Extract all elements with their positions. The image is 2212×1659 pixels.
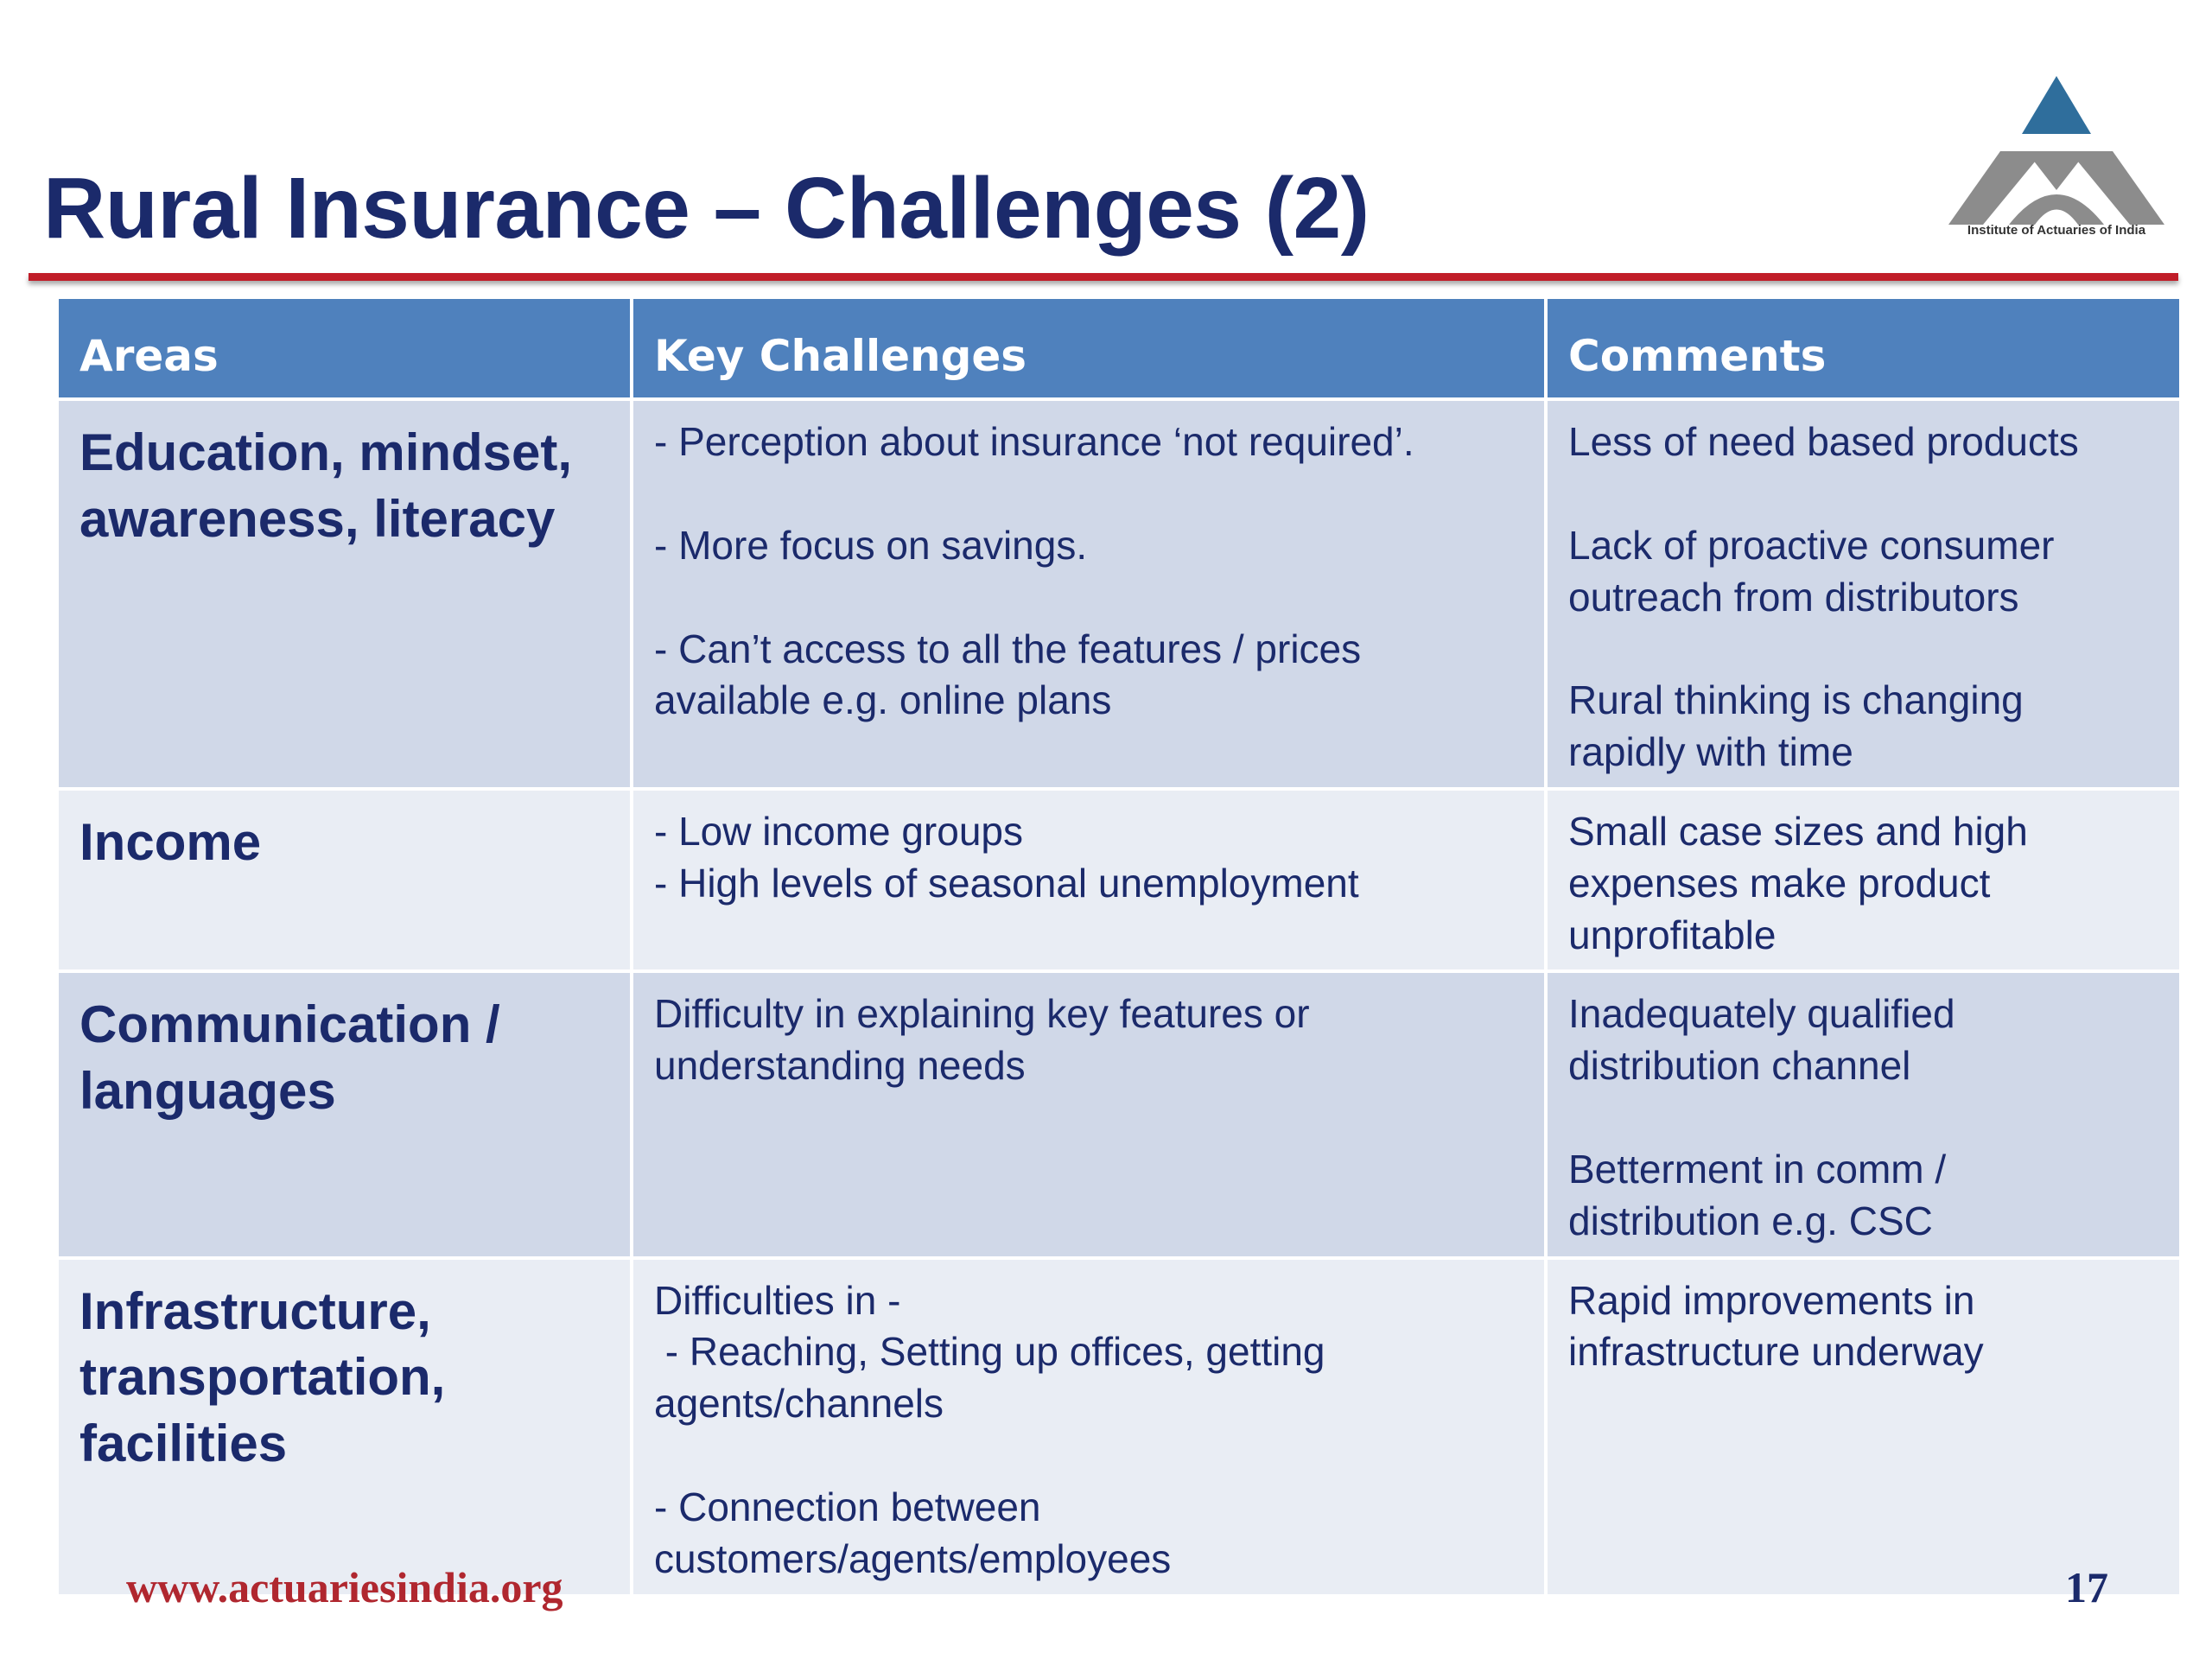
- comment-line: Less of need based products: [1568, 419, 2079, 464]
- comment-line: unprofitable: [1568, 912, 1777, 957]
- challenge-line: - Low income groups: [654, 808, 1023, 854]
- challenges-table: [55, 296, 2183, 1598]
- area-line: Income: [79, 812, 262, 871]
- page-number: 17: [2065, 1563, 2108, 1611]
- area-cell: [57, 1258, 632, 1596]
- challenge-line: - Can’t access to all the features / prices: [654, 626, 1362, 671]
- challenge-line: - More focus on savings.: [654, 522, 1088, 568]
- comment-line: distribution e.g. CSC: [1568, 1198, 1933, 1243]
- comment-line: expenses make product: [1568, 860, 1991, 906]
- comment-line: Rapid improvements in: [1568, 1277, 1975, 1323]
- comments-cell: [1546, 789, 2181, 971]
- challenge-line: Difficulty in explaining key features or: [654, 991, 1310, 1037]
- comments-cell: [1546, 399, 2181, 789]
- challenge-line: available e.g. online plans: [654, 677, 1112, 723]
- table-header-row: [57, 297, 2181, 399]
- table-row: [57, 971, 2181, 1257]
- header-key-challenges: Key Challenges: [632, 297, 1546, 399]
- area-cell: [57, 789, 632, 971]
- area-line: transportation,: [79, 1348, 446, 1407]
- challenges-cell: [632, 1258, 1546, 1596]
- challenges-cell: [632, 399, 1546, 789]
- challenges-cell: [632, 971, 1546, 1257]
- comment-line: Lack of proactive consumer: [1568, 522, 2055, 568]
- challenge-line: agents/channels: [654, 1381, 944, 1427]
- footer-website: www.actuariesindia.org: [126, 1563, 563, 1611]
- table-row: [57, 399, 2181, 789]
- area-line: facilities: [79, 1414, 288, 1473]
- area-line: Education, mindset,: [79, 423, 573, 481]
- area-line: languages: [79, 1062, 336, 1121]
- header-areas: Areas: [57, 297, 632, 399]
- area-line: awareness, literacy: [79, 489, 556, 548]
- slide-title: Rural Insurance – Challenges (2): [43, 160, 1370, 257]
- comments-cell: [1546, 1258, 2181, 1596]
- comment-line: Inadequately qualified: [1568, 991, 1955, 1037]
- area-line: Communication /: [79, 995, 500, 1054]
- comment-line: Rural thinking is changing: [1568, 677, 2024, 723]
- comment-line: infrastructure underway: [1568, 1329, 1984, 1375]
- logo-caption: Institute of Actuaries of India: [1967, 223, 2146, 238]
- comment-line: rapidly with time: [1568, 729, 1853, 775]
- table-row: [57, 1258, 2181, 1596]
- challenges-cell: [632, 789, 1546, 971]
- institute-logo: [1948, 69, 2164, 242]
- comment-line: Small case sizes and high: [1568, 808, 2028, 854]
- challenge-line: customers/agents/employees: [654, 1535, 1172, 1581]
- challenge-line: - High levels of seasonal unemployment: [654, 860, 1359, 906]
- challenge-line: - Perception about insurance ‘not required’.: [654, 419, 1414, 464]
- area-cell: [57, 971, 632, 1257]
- challenge-line: understanding needs: [654, 1043, 1026, 1089]
- comment-line: distribution channel: [1568, 1043, 1911, 1089]
- challenge-line: - Connection between: [654, 1484, 1041, 1529]
- table-row: [57, 789, 2181, 971]
- comments-cell: [1546, 971, 2181, 1257]
- challenge-line: Difficulties in -: [654, 1277, 901, 1323]
- comment-line: Betterment in comm /: [1568, 1146, 1947, 1192]
- comment-line: outreach from distributors: [1568, 574, 2019, 620]
- area-cell: [57, 399, 632, 789]
- area-line: Infrastructure,: [79, 1281, 431, 1340]
- challenge-line: - Reaching, Setting up offices, getting: [654, 1329, 1325, 1375]
- title-divider: [29, 273, 2178, 281]
- header-comments: Comments: [1546, 297, 2181, 399]
